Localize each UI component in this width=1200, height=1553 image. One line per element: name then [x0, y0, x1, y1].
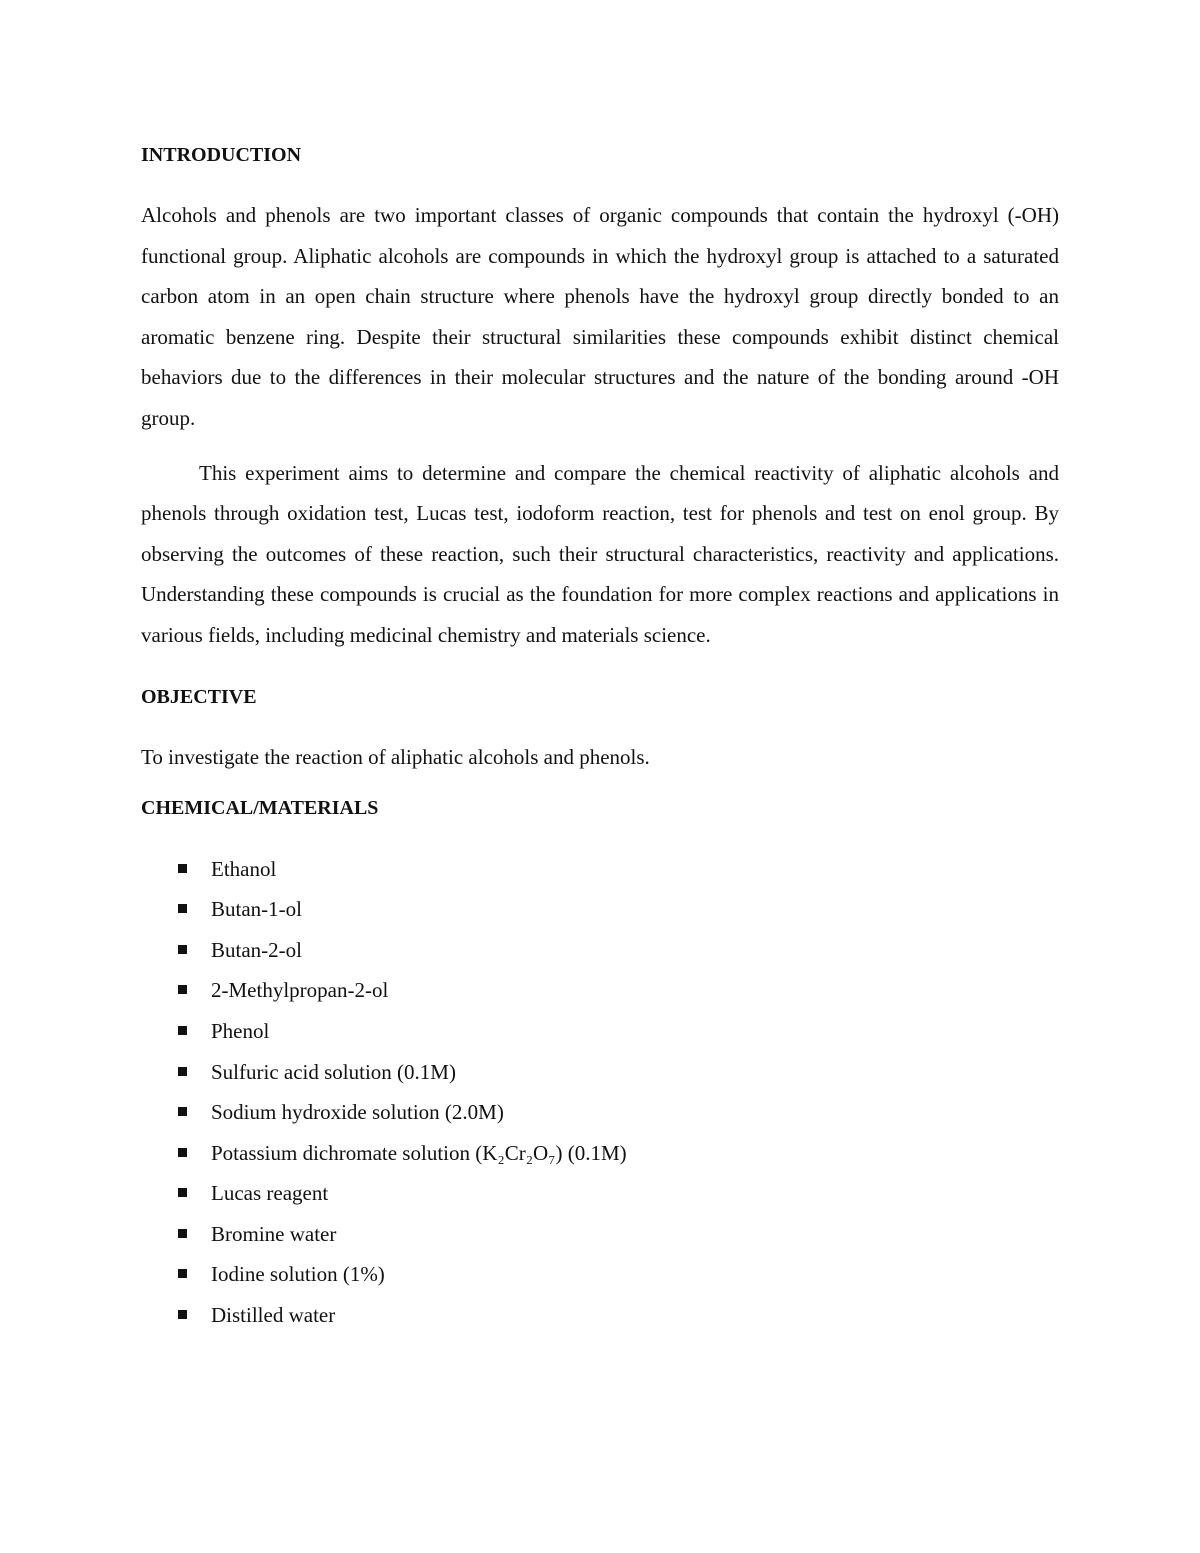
material-name: Sodium hydroxide solution (2.0M) [211, 1100, 504, 1125]
list-item [141, 1295, 1059, 1336]
material-name: Potassium dichromate solution (K₂Cr₂O₇) (0.1M) [211, 1140, 627, 1165]
introduction-heading: INTRODUCTION [141, 144, 302, 166]
list-item [141, 930, 1059, 971]
material-name: 2-Methylpropan-2-ol [211, 978, 389, 1003]
list-item [141, 849, 1059, 890]
list-item [141, 1011, 1059, 1052]
material-name: Butan-1-ol [211, 897, 302, 922]
list-item [141, 1052, 1059, 1093]
material-name: Phenol [211, 1018, 270, 1043]
square-bullet-icon [178, 904, 187, 913]
materials-heading: CHEMICAL/MATERIALS [141, 796, 379, 819]
square-bullet-icon [178, 1107, 187, 1116]
material-name: Distilled water [211, 1303, 336, 1328]
materials-list [141, 849, 1059, 1336]
introduction-paragraph-1: Alcohols and phenols are two important classes of organic compounds that contain the hydroxyl (-OH) functional group. Aliphatic alcohols are compounds in which the hydroxyl group is attached to a saturated carbon atom in an open chain structure where phenols have the hydroxyl group directly bonded to an aromatic benzene ring. Despite their structural similarities these compounds exhibit distinct chemical behaviors due to the differences in their molecular structures and the nature of the bonding around -OH group. [141, 203, 1059, 430]
square-bullet-icon [178, 1229, 187, 1238]
material-name: Sulfuric acid solution (0.1M) [211, 1059, 456, 1084]
list-item [141, 889, 1059, 930]
objective-text: To investigate the reaction of aliphatic alcohols and phenols. [141, 744, 650, 769]
square-bullet-icon [178, 1310, 187, 1319]
objective-heading: OBJECTIVE [141, 685, 257, 708]
square-bullet-icon [178, 864, 187, 873]
document-page [141, 140, 1059, 1336]
list-item [141, 970, 1059, 1011]
list-item [141, 1092, 1059, 1133]
list-item [141, 1173, 1059, 1214]
introduction-paragraph-2: This experiment aims to determine and compare the chemical reactivity of aliphatic alcohols and phenols through oxidation test, Lucas test, iodoform reaction, test for phenols and test on enol group. By observing the outcomes of these reaction, such their structural characteristics, reactivity and applications. Understanding these compounds is crucial as the foundation for more complex reactions and applications in various fields, including medicinal chemistry and materials science. [141, 460, 1059, 647]
square-bullet-icon [178, 945, 187, 954]
square-bullet-icon [178, 985, 187, 994]
list-item [141, 1214, 1059, 1255]
square-bullet-icon [178, 1067, 187, 1076]
material-name: Lucas reagent [211, 1181, 329, 1206]
square-bullet-icon [178, 1148, 187, 1157]
material-name: Butan-2-ol [211, 937, 302, 962]
material-name: Iodine solution (1%) [211, 1262, 385, 1287]
list-item [141, 1254, 1059, 1295]
square-bullet-icon [178, 1026, 187, 1035]
square-bullet-icon [178, 1269, 187, 1278]
list-item [141, 1133, 1059, 1174]
material-name: Ethanol [211, 856, 277, 881]
material-name: Bromine water [211, 1221, 337, 1246]
square-bullet-icon [178, 1188, 187, 1197]
